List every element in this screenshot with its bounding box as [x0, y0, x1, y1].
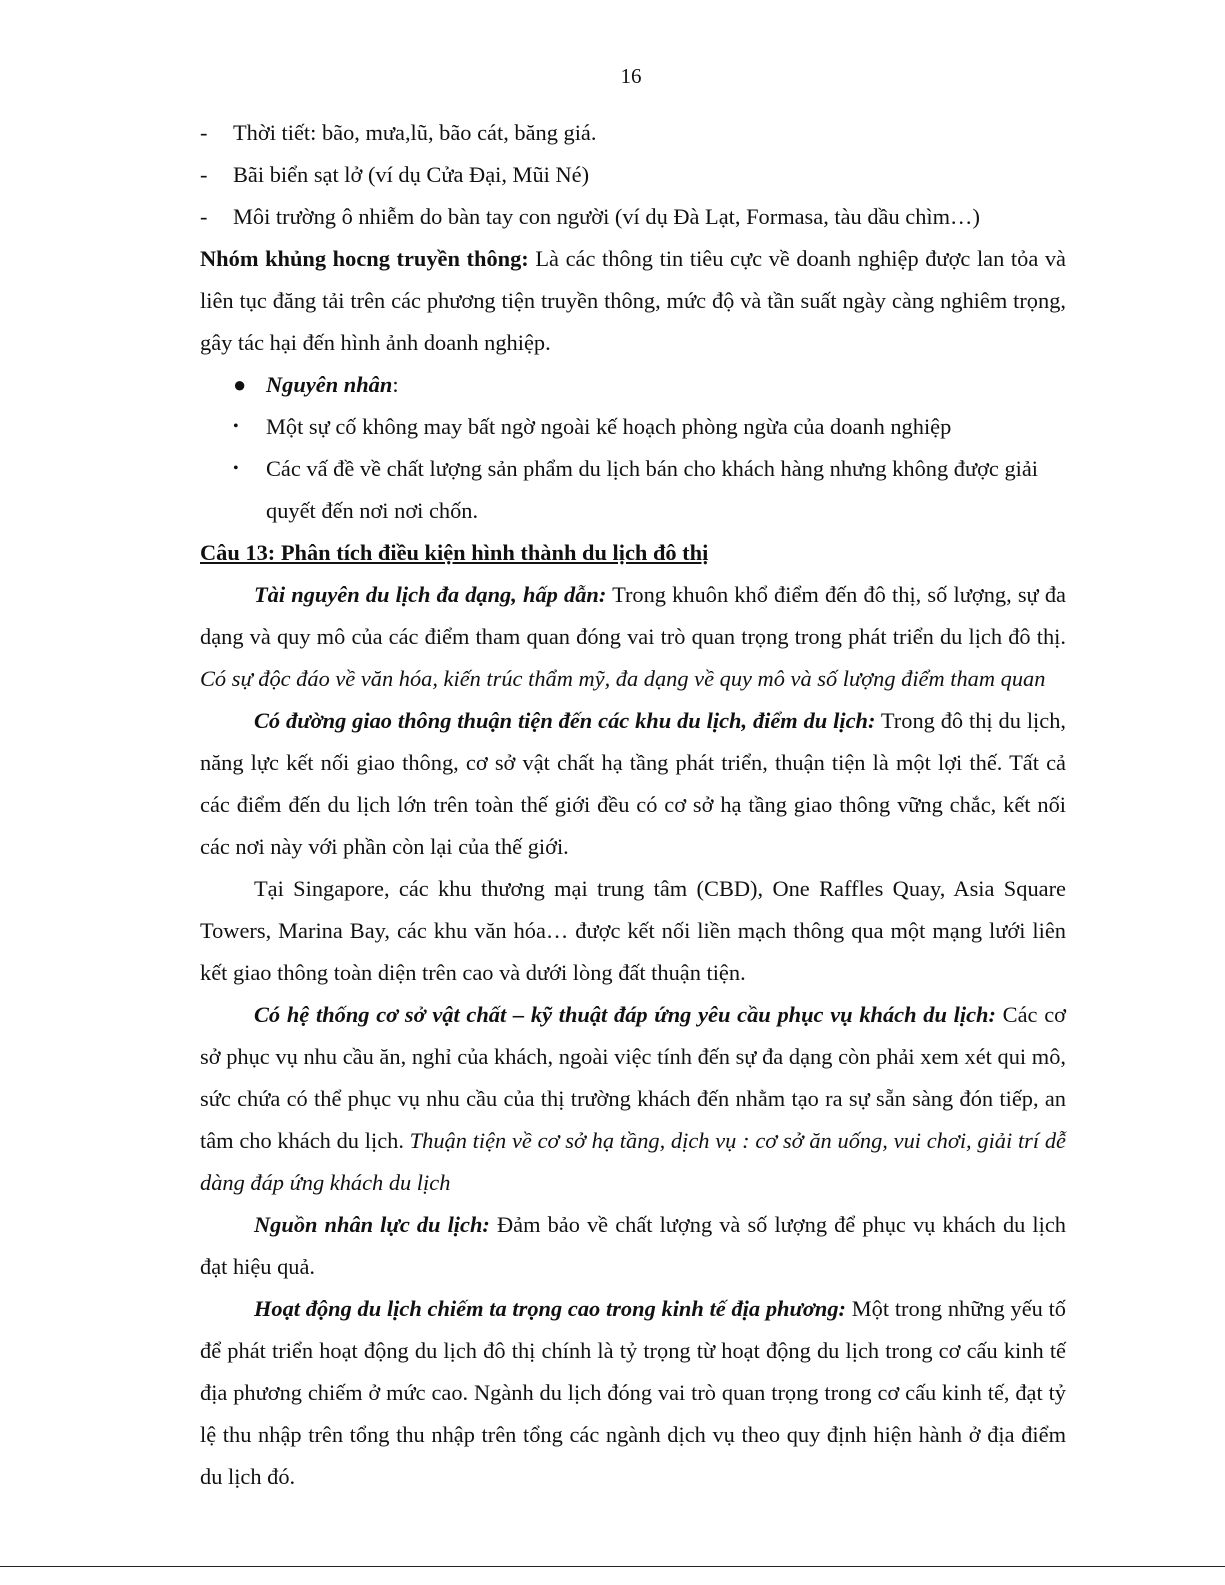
paragraph-text: Đảm bảo về chất lượng và số lượng để phục vụ khách du lịch đạt hiệu quả. — [200, 1212, 1067, 1279]
paragraph-italic: Thuận tiện về cơ sở hạ tầng, dịch vụ : cơ sở ăn uống, vui chơi, giải trí dễ dàng đáp ứng khách du lịch — [200, 1128, 1066, 1195]
list-item — [200, 154, 1066, 196]
list-item-text: Thời tiết: bão, mưa,lũ, bão cát, băng giá. — [233, 120, 597, 145]
media-crisis-label: Nhóm khủng hocng truyền thông: — [200, 246, 529, 271]
paragraph-italic: Có sự độc đáo về văn hóa, kiến trúc thẩm mỹ, đa dạng về quy mô và số lượng điểm tham quan — [200, 666, 1046, 691]
page-number: 16 — [620, 64, 642, 88]
list-item — [200, 196, 1066, 238]
bullet-icon: • — [233, 460, 239, 477]
bullet-icon: • — [233, 418, 239, 435]
cause-suffix: : — [392, 372, 399, 397]
paragraph-text: Các cơ sở phục vụ nhu cầu ăn, nghỉ của khách, ngoài việc tính đến sự đa dạng còn phải xem xét qui mô, sức chứa có thể phục vụ nhu cầu của thị trường khách đến nhằm tạo ra sự sẵn sàng đón tiếp, an tâm cho khách du lịch. — [200, 1002, 1066, 1153]
list-item-text: Môi trường ô nhiễm do bàn tay con người (ví dụ Đà Lạt, Formasa, tàu dầu chìm…) — [233, 204, 980, 229]
bullet-icon: ● — [233, 372, 247, 397]
paragraph-label: Có hệ thống cơ sở vật chất – kỹ thuật đáp ứng yêu cầu phục vụ khách du lịch: — [254, 1002, 996, 1027]
paragraph-text: Trong khuôn khổ điểm đến đô thị, số lượng, sự đa dạng và quy mô của các điểm tham quan đóng vai trò quan trọng trong phát triển du lịch đô thị. — [200, 582, 1066, 649]
dash-marker: - — [200, 162, 208, 187]
paragraph-label: Nguồn nhân lực du lịch: — [254, 1212, 490, 1237]
list-item — [200, 448, 1066, 532]
list-item — [200, 112, 1066, 154]
list-item-text: Một sự cố không may bất ngờ ngoài kế hoạch phòng ngừa của doanh nghiệp — [266, 414, 952, 439]
page-bottom-rule — [0, 1566, 1225, 1567]
cause-heading — [200, 364, 1066, 406]
economy-paragraph — [200, 1288, 1066, 1498]
list-item — [200, 406, 1066, 448]
section-heading: Câu 13: Phân tích điều kiện hình thành du lịch đô thị — [200, 540, 709, 565]
media-crisis-text: Là các thông tin tiêu cực về doanh nghiệp được lan tỏa và liên tục đăng tải trên các phương tiện truyền thông, mức độ và tần suất ngày càng nghiêm trọng, gây tác hại đến hình ảnh doanh nghiệp. — [200, 246, 1066, 355]
list-item-text: Bãi biển sạt lở (ví dụ Cửa Đại, Mũi Né) — [233, 162, 590, 187]
media-crisis-paragraph — [200, 238, 1066, 364]
paragraph-label: Tài nguyên du lịch đa dạng, hấp dẫn: — [254, 582, 607, 607]
dash-marker: - — [200, 204, 208, 229]
resources-paragraph — [200, 574, 1066, 700]
paragraph-text: Trong đô thị du lịch, năng lực kết nối giao thông, cơ sở vật chất hạ tầng phát triển, thuận tiện là một lợi thế. Tất cả các điểm đến du lịch lớn trên toàn thế giới đều có cơ sở hạ tầng giao thông vững chắc, kết nối các nơi này với phần còn lại của thế giới. — [200, 708, 1066, 859]
transport-paragraph — [200, 700, 1066, 868]
human-resources-paragraph — [200, 1204, 1066, 1288]
cause-label: Nguyên nhân — [266, 372, 393, 397]
document-body — [200, 112, 1066, 1498]
dash-marker: - — [200, 120, 208, 145]
singapore-paragraph: Tại Singapore, các khu thương mại trung tâm (CBD), One Raffles Quay, Asia Square Towers, Marina Bay, các khu văn hóa… được kết nối liền mạch thông qua một mạng lưới liên kết giao thông toàn diện trên cao và dưới lòng đất thuận tiện. — [200, 876, 1066, 985]
list-item-text: Các vấ đề về chất lượng sản phẩm du lịch bán cho khách hàng nhưng không được giải quyết đến nơi nơi chốn. — [266, 456, 1039, 523]
paragraph-text: Một trong những yếu tố để phát triển hoạt động du lịch đô thị chính là tỷ trọng từ hoạt động du lịch trong cơ cấu kinh tế địa phương chiếm ở mức cao. Ngành du lịch đóng vai trò quan trọng trong cơ cấu kinh tế, đạt tỷ lệ thu nhập trên tổng thu nhập trên tổng các ngành dịch vụ theo quy định hiện hành ở địa điểm du lịch đó. — [200, 1296, 1066, 1489]
paragraph-label: Hoạt động du lịch chiếm ta trọng cao trong kinh tế địa phương: — [254, 1296, 847, 1321]
paragraph-label: Có đường giao thông thuận tiện đến các khu du lịch, điểm du lịch: — [254, 708, 876, 733]
facilities-paragraph — [200, 994, 1066, 1204]
